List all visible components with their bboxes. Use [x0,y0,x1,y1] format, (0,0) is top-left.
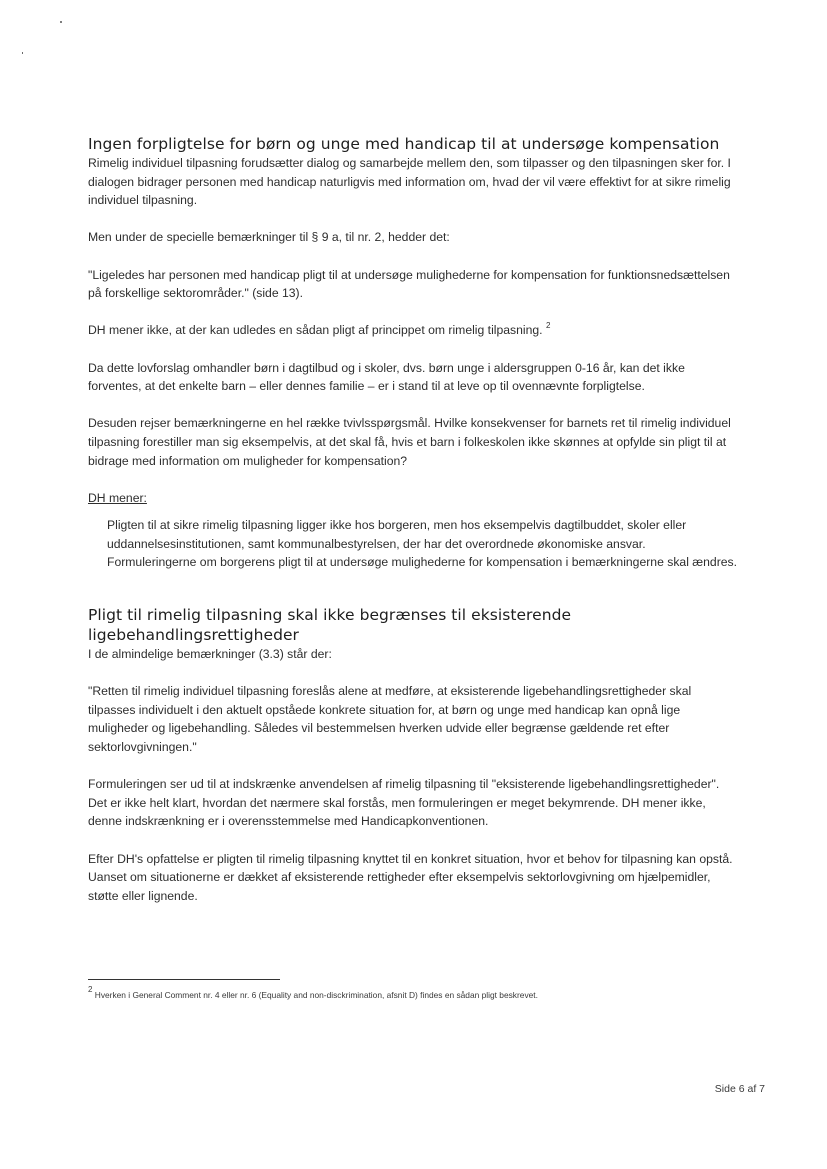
paragraph: Rimelig individuel tilpasning forudsætter dialog og samarbejde mellem den, som tilpasser og den tilpasningen sker for. I dialogen bidrager personen med handicap naturligvis med information om, hvad der vil være effektivt for at sikre rimelig individuel tilpasning. [88,156,731,208]
paragraph: Formuleringen ser ud til at indskrænke anvendelsen af rimelig tilpasning til "eksisterende ligebehandlingsrettigheder". Det er ikke helt klart, hvordan det nærmere skal forstås, men formuleringen er meget bekymrende. DH mener ikke, denne indskrænkning er i overensstemmelse med Handicapkonventionen. [88,777,720,829]
section-heading-equal-treatment: Pligt til rimelig tilpasning skal ikke begrænses til eksisterende ligebehandlingsrettigheder [88,606,572,645]
paragraph: Efter DH's opfattelse er pligten til rimelig tilpasning knyttet til en konkret situation, hvor et behov for tilpasning kan opstå. Uanset om situationerne er dækket af eksisterende rettigheder efter eksempelvis sektorlovgivning om hjælpemidler, støtte eller lignende. [88,851,733,903]
paragraph-with-footnote [88,321,738,340]
footnote-divider [88,979,280,980]
document-body [88,134,738,905]
footnote [88,985,748,1001]
footnote-reference: 2 [545,321,551,331]
paragraph: Da dette lovforslag omhandler børn i dagtilbud og i skoler, dvs. børn unge i aldersgruppen 0-16 år, kan det ikke forventes, at det enkelte barn – eller dennes familie – er i stand til at leve op til ovennævnte forpligtelse. [88,360,685,394]
dh-position-text: Pligten til at sikre rimelig tilpasning ligger ikke hos borgeren, men hos eksempelvis dagtilbuddet, skoler eller uddannelsesinstitutionen, samt kommunalbestyrelsen, der har det overordnede økonomiske ansvar. Formuleringerne om borgerens pligt til at undersøge mulighederne for kompensation i bemærkningerne skal ændres. [107,518,738,570]
scan-speck [22,52,23,54]
dh-mener-label: DH mener: [88,490,147,505]
quote: "Ligeledes har personen med handicap pligt til at undersøge mulighederne for kompensation for funktionsnedsættelsen på forskellige sektorområder." (side 13). [88,267,730,301]
paragraph-text: DH mener ikke, at der kan udledes en sådan pligt af princippet om rimelig tilpasning. [88,323,543,338]
paragraph: I de almindelige bemærkninger (3.3) står der: [88,647,332,662]
scan-speck [60,21,62,23]
footnote-number: 2 [88,985,93,994]
paragraph: Desuden rejser bemærkningerne en hel række tvivlsspørgsmål. Hvilke konsekvenser for barnets ret til rimelig individuel tilpasning forestiller man sig eksempelvis, at det skal få, hvis et barn i folkeskolen ikke skønnes at opfylde sin pligt til at bidrage med information om muligheder for kompensation? [88,416,731,468]
footnote-text: Hverken i General Comment nr. 4 eller nr. 6 (Equality and non-disckrimination, afsnit D) findes en sådan pligt beskrevet. [92,990,538,1000]
quote: "Retten til rimelig individuel tilpasning foreslås alene at medføre, at eksisterende ligebehandlingsrettigheder skal tilpasses individuelt i den aktuelt opståede konkrete situation for, at børn og unge med handicap kan opnå lige muligheder og ligebehandling. Således vil bestemmelsen hverken udvide eller begrænse gældende ret efter sektorlovgivningen." [88,684,692,755]
page-number: Side 6 af 7 [714,1083,765,1095]
paragraph: Men under de specielle bemærkninger til § 9 a, til nr. 2, hedder det: [88,230,450,245]
section-heading-compensation: Ingen forpligtelse for børn og unge med handicap til at undersøge kompensation [88,135,720,153]
